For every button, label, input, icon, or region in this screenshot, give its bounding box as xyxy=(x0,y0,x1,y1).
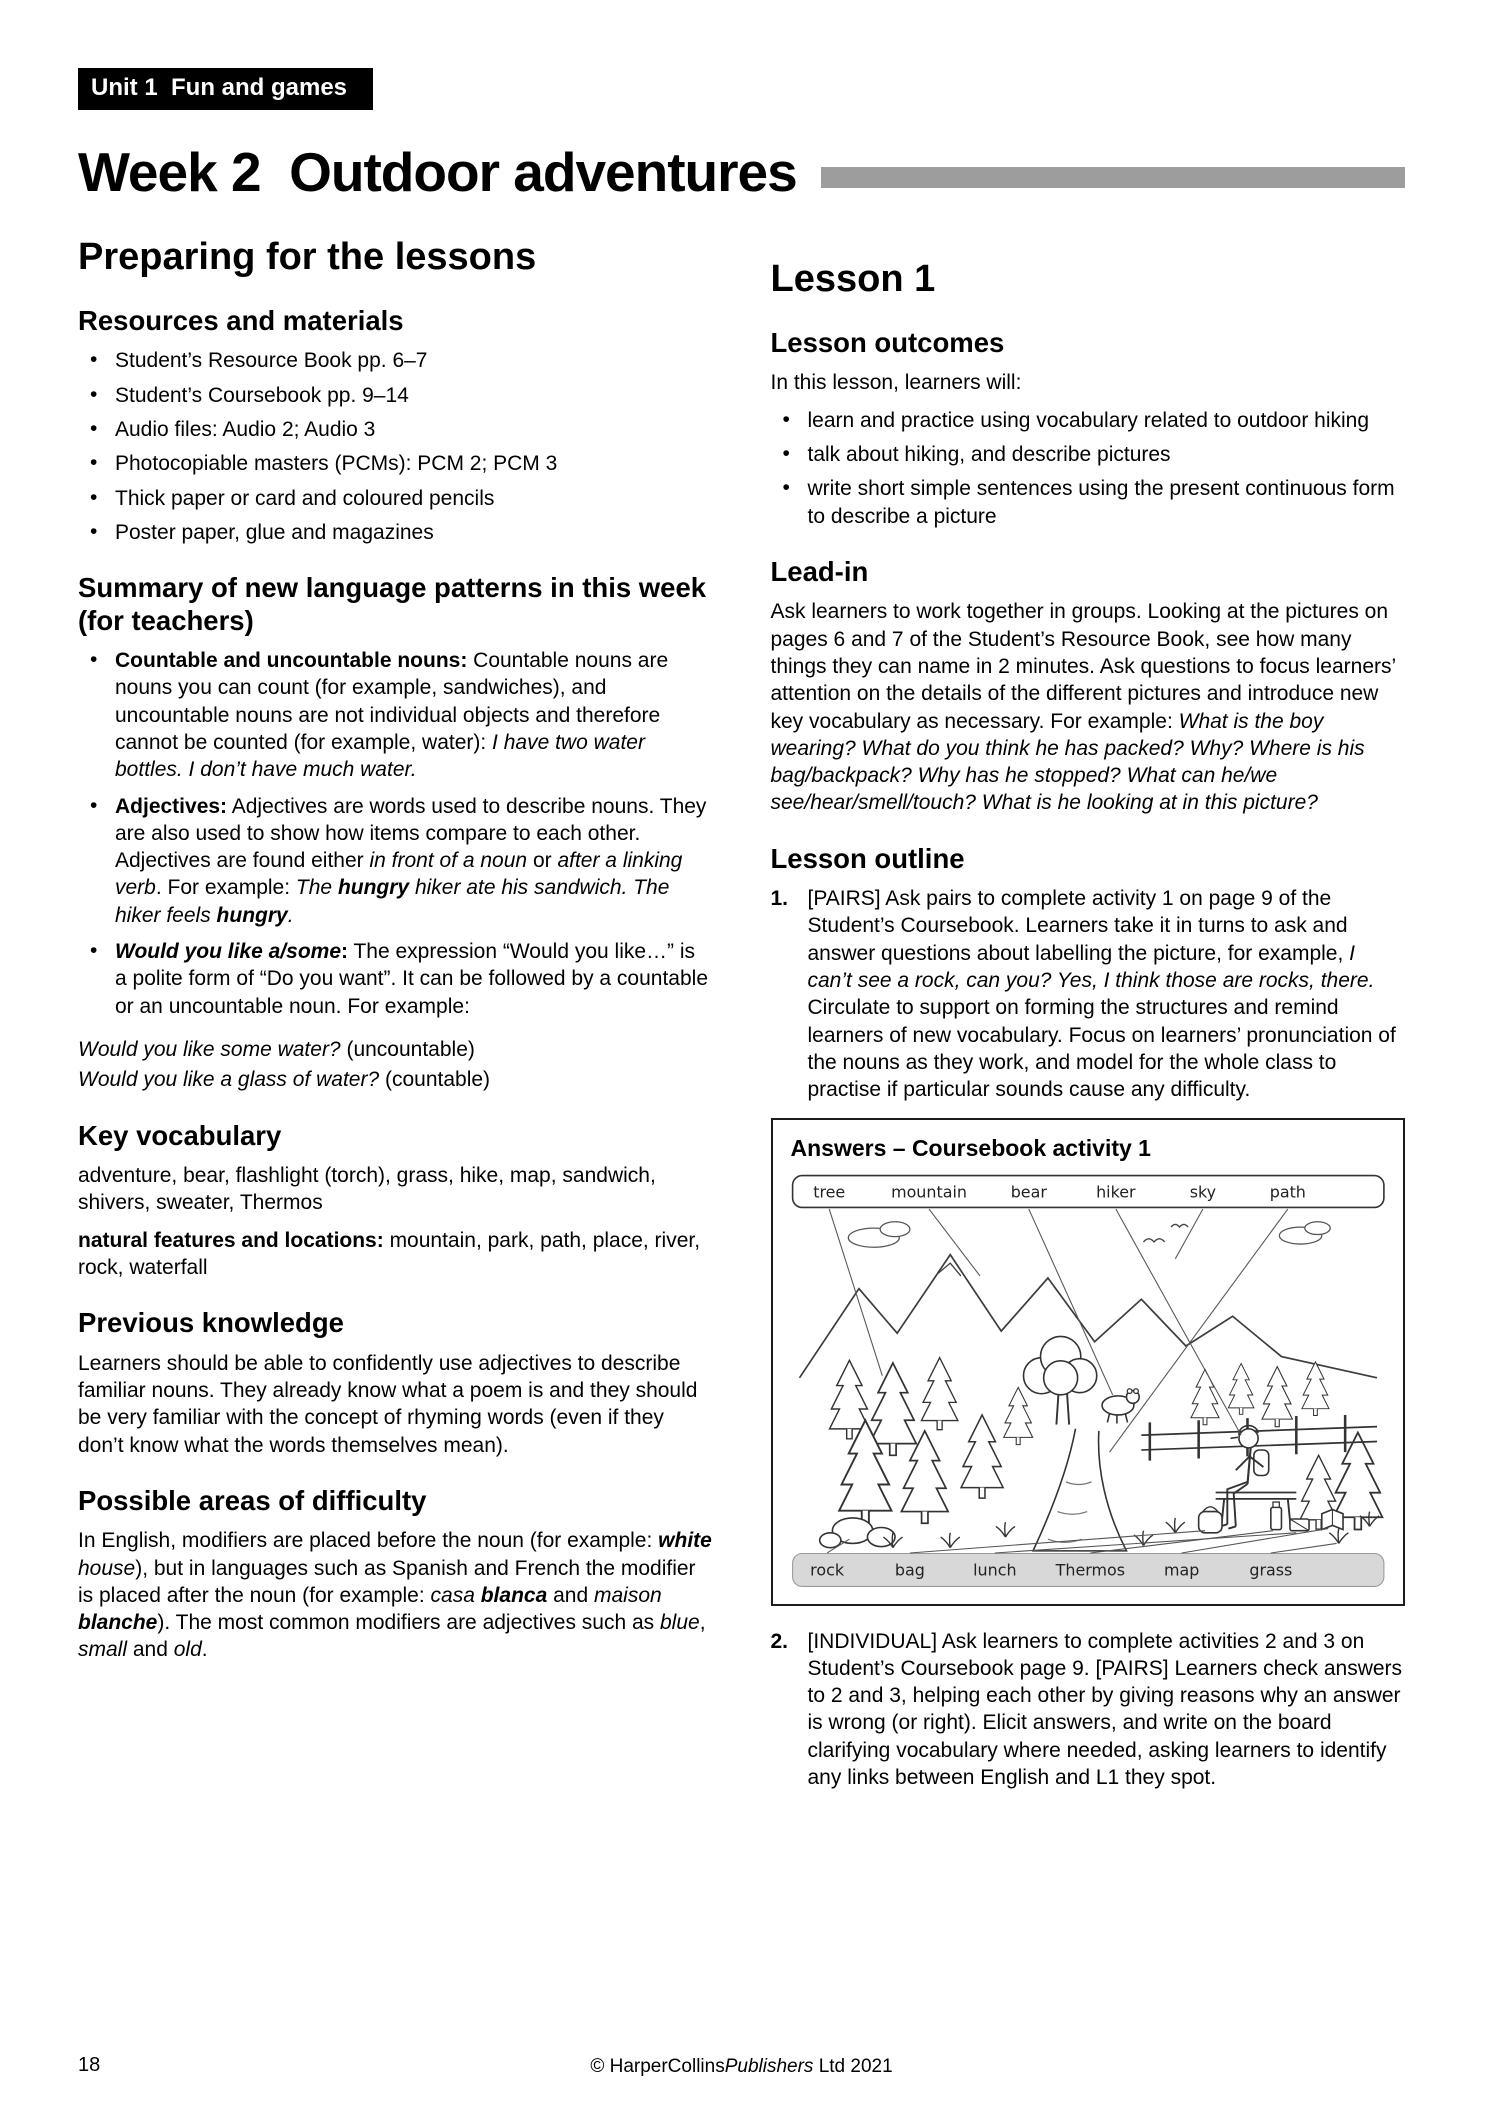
previous-knowledge-text: Learners should be able to confidently use adjectives to describe familiar nouns. They already know what a poem is and they should be very familiar with the concept of rhyming words (even if they don’t know what the words themselves mean). xyxy=(78,1351,698,1457)
birds-icon xyxy=(1143,1224,1188,1242)
list-item: • Audio files: Audio 2; Audio 3 xyxy=(78,416,713,443)
key-vocab-natural-features: natural features and locations: mountain, park, path, place, river, rock, waterfall xyxy=(78,1228,701,1279)
outline-item xyxy=(771,1628,1406,1792)
title-row xyxy=(78,140,1405,204)
list-item: • Would you like a/some: The expression “Would you like…” is a polite form of “Do you want”. It can be followed by a countable or an uncountable noun. For example: xyxy=(78,938,713,1020)
outline-item-text: [PAIRS] Ask pairs to complete activity 1 on page 9 of the Student’s Coursebook. Learners take it in turns to ask and answer questions about labelling the picture, for example, I can’t see a rock, can you? Yes, I think those are rocks, there. Circulate to support on forming the structures and remind learners of new vocabulary. Focus on learners’ pronunciation of the nouns as they work, and model for the whole class to practise if particular sounds cause any difficulty. xyxy=(807,887,1396,1102)
mountains xyxy=(799,1254,1376,1377)
lead-in-heading: Lead-in xyxy=(770,555,869,587)
content-columns xyxy=(78,234,1405,1805)
previous-knowledge-heading: Previous knowledge xyxy=(78,1307,344,1339)
unit-banner-text: Unit 1 Fun and games xyxy=(91,74,348,101)
outcomes-intro: In this lesson, learners will: xyxy=(770,371,1022,395)
list-item: • Countable and uncountable nouns: Countable nouns are nouns you can count (for example, sandwiches), and uncountable nouns are not individual objects and therefore cannot be counted (for example, water): I have two water bottles. I don’t have much water. xyxy=(78,647,713,783)
hiker xyxy=(1219,1425,1268,1528)
illustration-label: mountain xyxy=(890,1181,967,1201)
list-item: • write short simple sentences using the present continuous form to describe a picture xyxy=(771,475,1406,530)
trail-path xyxy=(1033,1428,1126,1550)
coursebook-illustration xyxy=(791,1174,1386,1588)
answer-box xyxy=(771,1118,1406,1606)
rocks xyxy=(819,1517,894,1547)
page-footer xyxy=(78,2054,1405,2080)
illustration-label: path xyxy=(1269,1181,1306,1201)
list-item: • learn and practice using vocabulary related to outdoor hiking xyxy=(771,407,1406,434)
outline-item-number: 1. xyxy=(770,887,789,911)
answer-box-title: Answers – Coursebook activity 1 xyxy=(790,1134,1151,1161)
lesson-title: Lesson 1 xyxy=(770,258,936,300)
example-line: Would you like some water? (uncountable) xyxy=(78,1037,475,1061)
cloud-icon xyxy=(848,1221,910,1246)
outcomes-list xyxy=(771,407,1406,530)
illustration-label: sky xyxy=(1189,1181,1216,1201)
deciduous-tree xyxy=(1023,1336,1096,1424)
illustration-label: rock xyxy=(809,1559,844,1579)
example-line: Would you like a glass of water? (countable) xyxy=(78,1068,491,1092)
list-item: • Adjectives: Adjectives are words used to describe nouns. They are also used to show how items compare to each other. Adjectives are found either in front of a noun or after a linking verb. For example: The hungry hiker ate his sandwich. The hiker feels hungry. xyxy=(78,793,713,929)
illustration-label: Thermos xyxy=(1055,1559,1125,1579)
resources-list xyxy=(78,347,713,546)
bear-icon xyxy=(1102,1388,1139,1423)
illustration-label: tree xyxy=(812,1181,845,1201)
page-title: Week 2 Outdoor adventures xyxy=(78,141,797,203)
list-item: • Photocopiable masters (PCMs): PCM 2; PCM 3 xyxy=(78,450,713,477)
difficulty-heading: Possible areas of difficulty xyxy=(78,1484,427,1516)
key-vocab-heading: Key vocabulary xyxy=(78,1119,282,1151)
list-item: • Poster paper, glue and magazines xyxy=(78,519,713,546)
illustration-label: bag xyxy=(894,1559,925,1579)
summary-heading: Summary of new language patterns in this week (for teachers) xyxy=(78,572,707,636)
right-column xyxy=(771,234,1406,1805)
cloud-icon xyxy=(1279,1221,1330,1243)
list-item: • Student’s Coursebook pp. 9–14 xyxy=(78,382,713,409)
title-rule xyxy=(821,167,1405,188)
summary-list xyxy=(78,647,713,1020)
illustration-label: hiker xyxy=(1095,1181,1136,1201)
illustration-label: bear xyxy=(1010,1181,1047,1201)
list-item: • talk about hiking, and describe pictures xyxy=(771,441,1406,468)
outline-item-text: [INDIVIDUAL] Ask learners to complete activities 2 and 3 on Student’s Coursebook page 9. [PAIRS] Learners check answers to 2 and 3, helping each other by giving reasons why an answer is wrong (or right). Elicit answers, and write on the board clarifying vocabulary where needed, asking learners to identify any links between English and L1 they spot. xyxy=(807,1629,1403,1790)
page-number: 18 xyxy=(78,2054,101,2076)
left-column xyxy=(78,234,713,1805)
lead-in-text: Ask learners to work together in groups. Looking at the pictures on pages 6 and 7 of the Student’s Resource Book, see how many things they can name in 2 minutes. Ask questions to focus learners’ attention on the details of the different pictures and introduce new key vocabulary as necessary. For example: What is the boy wearing? What do you think he has packed? Why? Where is his bag/backpack? Why has he stopped? What can he/we see/hear/smell/touch? What is he looking at in this picture? xyxy=(770,600,1396,815)
illustration-label: grass xyxy=(1248,1559,1292,1579)
resources-heading: Resources and materials xyxy=(78,305,404,336)
list-item: • Thick paper or card and coloured pencils xyxy=(78,485,713,512)
unit-banner xyxy=(78,68,373,110)
copyright-notice: © HarperCollinsPublishers Ltd 2021 xyxy=(590,2056,893,2077)
left-column-heading: Preparing for the lessons xyxy=(78,236,537,278)
key-vocab-words: adventure, bear, flashlight (torch), grass, hike, map, sandwich, shivers, sweater, Thermos xyxy=(78,1163,656,1215)
outcomes-heading: Lesson outcomes xyxy=(770,327,1005,358)
list-item: • Student’s Resource Book pp. 6–7 xyxy=(78,347,713,374)
outline-heading: Lesson outline xyxy=(770,842,965,874)
outline-item-number: 2. xyxy=(770,1629,789,1653)
illustration-label: map xyxy=(1163,1559,1199,1579)
illustration-label: lunch xyxy=(972,1559,1017,1579)
difficulty-text: In English, modifiers are placed before the noun (for example: white house), but in languages such as Spanish and French the modifier is placed after the noun (for example: casa blanca and maison blanche). The most common modifiers are adjectives such as blue, small and old. xyxy=(78,1529,712,1662)
outline-item xyxy=(771,885,1406,1103)
